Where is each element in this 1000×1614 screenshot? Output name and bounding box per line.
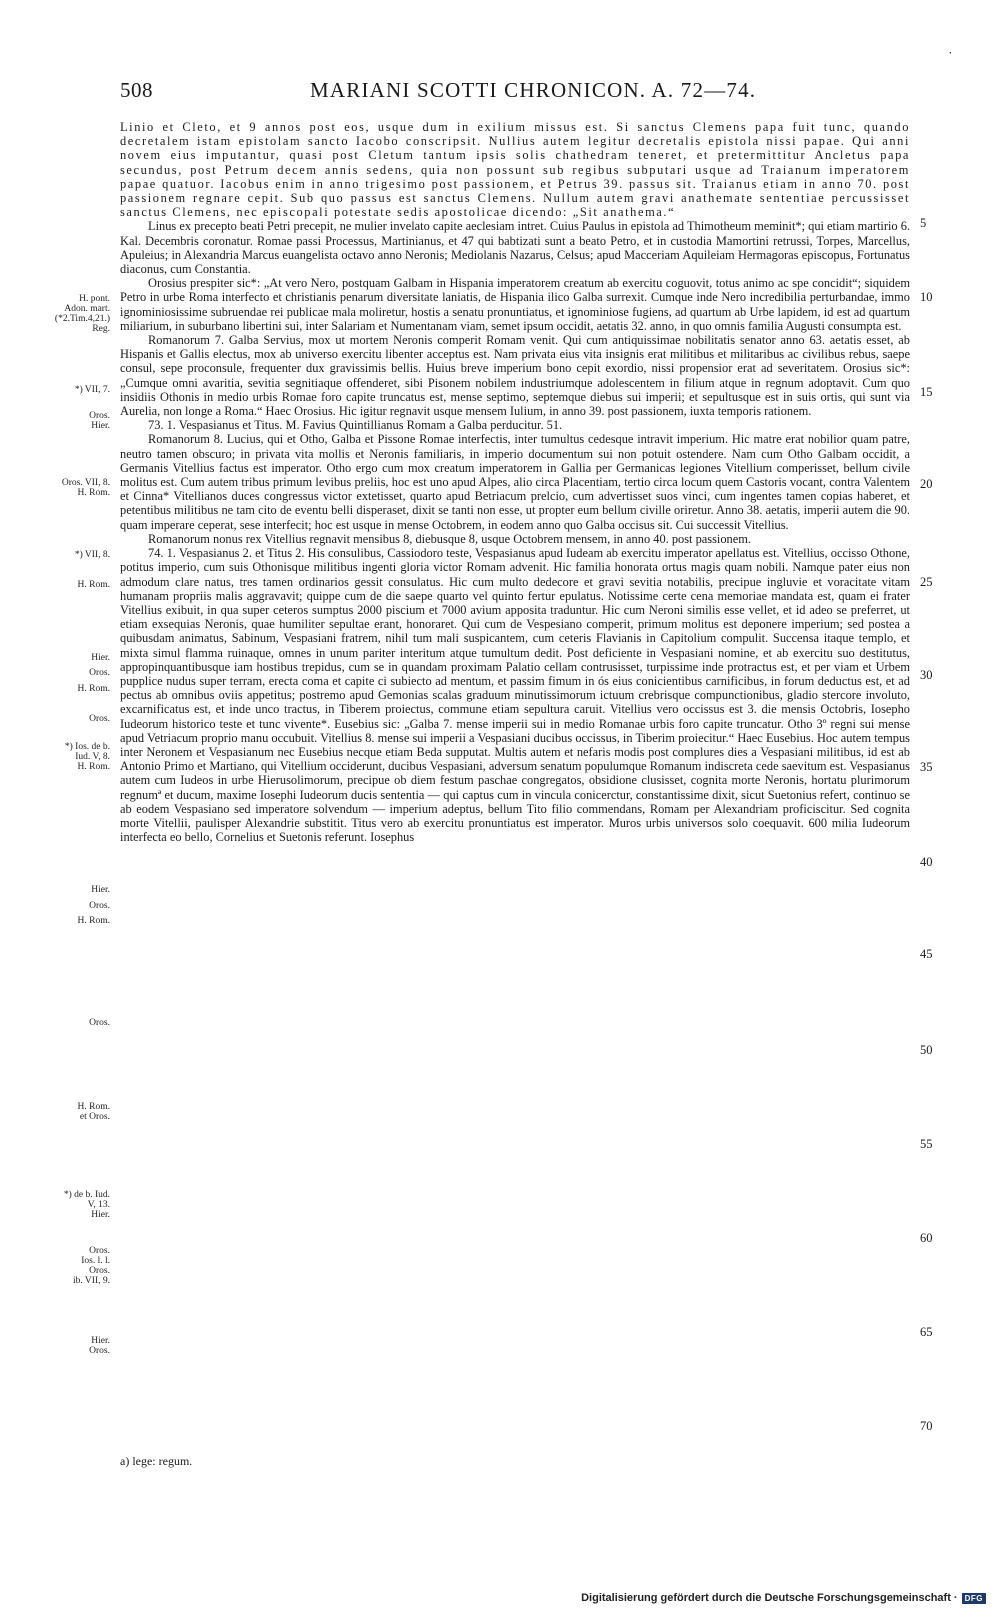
line-number: 40 [920,855,933,869]
paragraph: Linio et Cleto, et 9 annos post eos, usque dum in exilium missus est. Si sanctus Clemens papa fuit tunc, quando decretalem istam epistolam sancto Iacobo conscripsit. Nullius autem legitur decretalis epistola nissi papae. Qui anni novem eius imputantur, quasi post Cletum tantum ipsis solis chathedram teneret, et pretermittitur Ancletus papa secundus, post Petrum decem annis sedens, quia non possunt sub regibus subputari usque ad Traianum imperatorem papae quatuor. Iacobus enim in anno trigesimo post passionem, et Petrus 39. passus sit. Traianus etiam in anno 70. post passionem regnare cepit. Sub quo passus est sanctus Clemens. Nullum autem gravi anathemate sententiae percussisset sanctus Clemens, nec episcopali potestate sedis apostolicae dicendo: „Sit anathema.“ [120,120,910,220]
digitization-credit [581,1592,986,1604]
paragraph: Orosius prespiter sic*: „At vero Nero, postquam Galbam in Hispania imperatorem creatum ab exercitu coguovit, totus animo ac spe concidit“; siquidem Petro in urbe Roma interfecto et christianis penarum diversitate laniatis, de Hispania ilico Galba surrexit. Cumque inde Nero incredibilia perturbandae, immo ignominiosissime subruendae rei publicae mala moliretur, hostis a senatu pronuntiatus, et ignominiose fugiens, ad quartum ab Urbe lapidem, id est ad quartum miliarium, in suburbano libertini sui, inter Salariam et Numentanam viam, semet ipsum occidit, aetatis 32. anno, in quo omnis familia Augusti consumpta est. [120,276,910,333]
line-number: 5 [920,216,927,230]
running-head: MARIANI SCOTTI CHRONICON. A. 72—74. [310,78,757,102]
margin-note: *) de b. Iud. V, 13. Hier. [63,1190,110,1220]
margin-note: Oros. Ios. l. l. Oros. ib. VII, 9. [72,1246,110,1286]
margin-note: H. pont. Adon. mart. (*2.Tim.4,21.) Reg. [54,294,110,334]
line-number: 15 [920,385,933,399]
margin-note: Oros. [89,714,110,724]
margin-note: Hier. [91,885,110,895]
margin-note: Hier. [91,653,110,663]
line-number: 55 [920,1137,933,1151]
line-number: 20 [920,477,933,491]
line-number: 10 [920,290,933,304]
margin-note: Oros. Hier. [89,411,110,431]
line-number: 25 [920,575,933,589]
paragraph: 73. 1. Vespasianus et Titus. M. Favius Quintillianus Romam a Galba perducitur. 51. [148,418,563,433]
top-mark: ˙ [948,50,953,65]
paragraph: Romanorum 8. Lucius, qui et Otho, Galba et Pissone Romae interfectis, inter tumultus cedesque intravit imperium. Hic matre erat nobilior quam patre, neutro tamen obscuro; in privata vita mollis et Neronis familiaris, in imperio documentum sui non potuit ostendere. Nam cum Otho Galbam occidit, a Germanis Vitellius factus est imperator. Otho ergo cum mox creatum imperatorem in Gallia per Germanicas legiones Vitellium comperisset, bellum civile molitus est. Cum autem tribus primum levibus preliis, hoc est uno apud Alpes, alio circa Placentiam, tertio circa locum quem Castoris vocant, contra Valentem et Cinna* Vitellianos duces congressus victor extetisset, quarto apud Betriacum prelcio, cum advertisset suos vinci, cum ingentes tamen copias haberet, et petentibus militibus ne tam cito de eventu belli disperaset, dixit se tanti non esse, ut propter eum bellum civille oriretur. Anno 38. aetatis, imperii autem die 90. quam imperare ceperat, sese interfecit; hoc est usque in mense Octobrem, in eodem anno quo Galba occisus sit. Cui successit Vitellius. [120,432,910,532]
paragraph: Linus ex precepto beati Petri precepit, ne mulier invelato capite aeclesiam intret. Cuius Paulus in epistola ad Thimotheum meminit*; qui etiam martirio 6. Kal. Decembris coronatur. Romae passi Processus, Martinianus, et 47 qui babtizati sunt a beato Petro, et in custodia Mamortini retrussi, Torpes, Marcellus, Apuleius; in Alexandria Marcus euangelista octavo anno Neronis; Mediolanis Nazarus, Celsus; apud Macceriam Aquileiam Hermagoras episcopus, Fortunatus diaconus, cum Constantia. [120,219,910,277]
margin-note: H. Rom. [77,916,110,926]
margin-note: Oros. [89,668,110,678]
line-number: 70 [920,1419,933,1433]
margin-note: H. Rom. et Oros. [77,1102,110,1122]
margin-note: Oros. VII, 8. H. Rom. [61,478,110,498]
margin-note: Oros. [89,1018,110,1028]
dfg-logo: DFG [962,1593,986,1604]
line-number: 30 [920,668,933,682]
credit-text: Digitalisierung gefördert durch die Deutsche Forschungsgemeinschaft · [581,1592,958,1604]
chronicle-text [120,120,910,844]
line-number: 35 [920,760,933,774]
margin-note: H. Rom. [77,580,110,590]
line-number: 50 [920,1043,933,1057]
footnote: a) lege: regum. [120,1454,193,1468]
page-number: 508 [120,78,153,102]
margin-note: *) VII, 7. [74,385,110,395]
margin-note: H. Rom. [77,684,110,694]
paragraph: 74. 1. Vespasianus 2. et Titus 2. His consulibus, Cassiodoro teste, Vespasianus apud Iudeam ab exercitu imperator apellatus est. Vitellius, occisso Othone, potitus imperio, cum suis Othonisque militibus ingenti gloria victor Romam advenit. Hic familia honorata ortus magis quam nobili. Namque pater eius non admodum clare natus, tres tamen ordinarios gessit consulatus. Hic cum multo dedecore et gravi sevitia notabilis, precipue ingluvie et voracitate vitam humanam propriis malis aggravavit; quippe cum de die saepe quarto vel quinto fertur epulatus. Notissime certe cena memoriae mandata est, quam ei frater Vitellius exibuit, in qua super ceteros sumptus 2000 piscium et 7000 avium apposita traduntur. Hic cum Neroni similis esse vellet, et id adeo se preferret, ut etiam exsequias Neronis, quae humiliter sepultae erant, honoraret. Qui cum de Vespesiano comperit, primum molitus est deponere imperium; sed postea a quibusdam animatus, Sabinum, Vespasiani fratrem, nihil tum mali suspicantem, cum ceteris Flavianis in Capitolium compulit. Succensa itaque templo, et mixta simul flamma ruinaque, omnes in unum pariter interitum atque tumultum dedit. Post deficiente in Vespasiani nomine, et ab exercitu suo destitutus, appropinquantibusque iam hostibus trepidus, cum se in quandam proximam Palatio cellam contrusisset, turpissime inde protractus est, et per viam et Urbem pupplice nudus super terram, erecta coma et capite ci subiecto ad mentum, et passim fimum in ós eius conicientibus carnificibus, in forum deductus est, et ad pectus ab omnibus oviis appetitus; postremo apud Gemonias scalas graduum minutissimorum ictuum crebrisque compunctionibus, gladio stercore involuto, excarnificatus est, et inde unco tractus, in Tiberem proiectus, commune etiam sepultura caruit. Vitellius vero occissus est 3. die mensis Octobris, Iosepho Iudeorum historico teste et tunc vivente*. Eusebius sic: „Galba 7. mense imperii sui in medio Romanae urbis foro capite truncatur. Otho 3º regni sui mense apud Vetriacum proprio manu occubuit. Vitellius 8. mense sui imperii a Vespasiani ducibus occissus, in Tiberim proiecitur.“ Haec Eusebius. Hoc autem tempus inter Neronem et Vespasianum nec Eusebius necque etiam Beda supputat. Multis autem et nefaris modis post complures dies a Vespasiani militibus, id est ab Antonio Primo et Martiano, qui Vitellium occiderunt, ducibus Vespasiani, adversum senatum populumque Romanum indiscreta cede saevitum est. Vespasianus autem cum Iudeos in urbe Hierusolimorum, precipue ob diem festum paschae congregatos, obsidione clusisset, cognita morte Neronis, hortatu plurimorum regnumª et ducum, maxime Iosephi Iudeorum ducis sententia — qui captus cum in vincula conicerctur, constantissime dixit, sicut Suetonius refert, continuo se ab eodem Vespasiano sed imperatore solvendum — imperium adeptus, bellum Tito filio commendans, Romam per Alexandriam proficiscitur. Sed cognita morte Vitellii, paulisper Alexandrie substitit. Titus vero ab exercitu pronuntiatus est imperator. Muros urbis universos solo coequavit. 600 milia Iudeorum interfecta eo bello, Cornelius et Suetonis referunt. Iosephus [120,546,910,845]
margin-note: *) Ios. de b. Iud. V, 8. H. Rom. [64,742,110,772]
line-number: 45 [920,947,933,961]
line-number: 65 [920,1325,933,1339]
line-number: 60 [920,1231,933,1245]
paragraph: Romanorum nonus rex Vitellius regnavit mensibus 8, diebusque 8, usque Octobrem mensem, in anno 40. post passionem. [148,531,751,546]
margin-note: *) VII, 8. [74,550,110,560]
paragraph: Romanorum 7. Galba Servius, mox ut mortem Neronis comperit Romam venit. Qui cum antiquissimae nobilitatis senator anno 63. aetatis esset, ab Hispanis et Gallis electus, mox ab universo exercitu libenter acceptus est. Nam privata eius vita insignis erat militibus et militaribus ac civilibus rebus, saepe consul, sepe proconsule, frequenter dux gravissimis bellis. Huius breve imperium bono cepit exordio, nissi propensior erat ad severitatem. Orosius sic*: „Cumque omni avaritia, sevitia segnitiaque offenderet, sibi Pisonem nobilem industriumque adolescentem in filium atque in regnum adoptavit. Cum quo insidiis Othonis in medio urbis Romae foro capite truncatus est, mense septimo, septemque diebus sui imperii; et sepultusque est in suis ortis, qui sunt via Aurelia, non longe a Roma.“ Haec Orosius. Hic igitur regnavit usque mensem Iulium, in anno 39. post passionem, iuxta temporis rationem. [120,333,910,419]
margin-note: Hier. Oros. [89,1336,110,1356]
margin-note: Oros. [89,901,110,911]
